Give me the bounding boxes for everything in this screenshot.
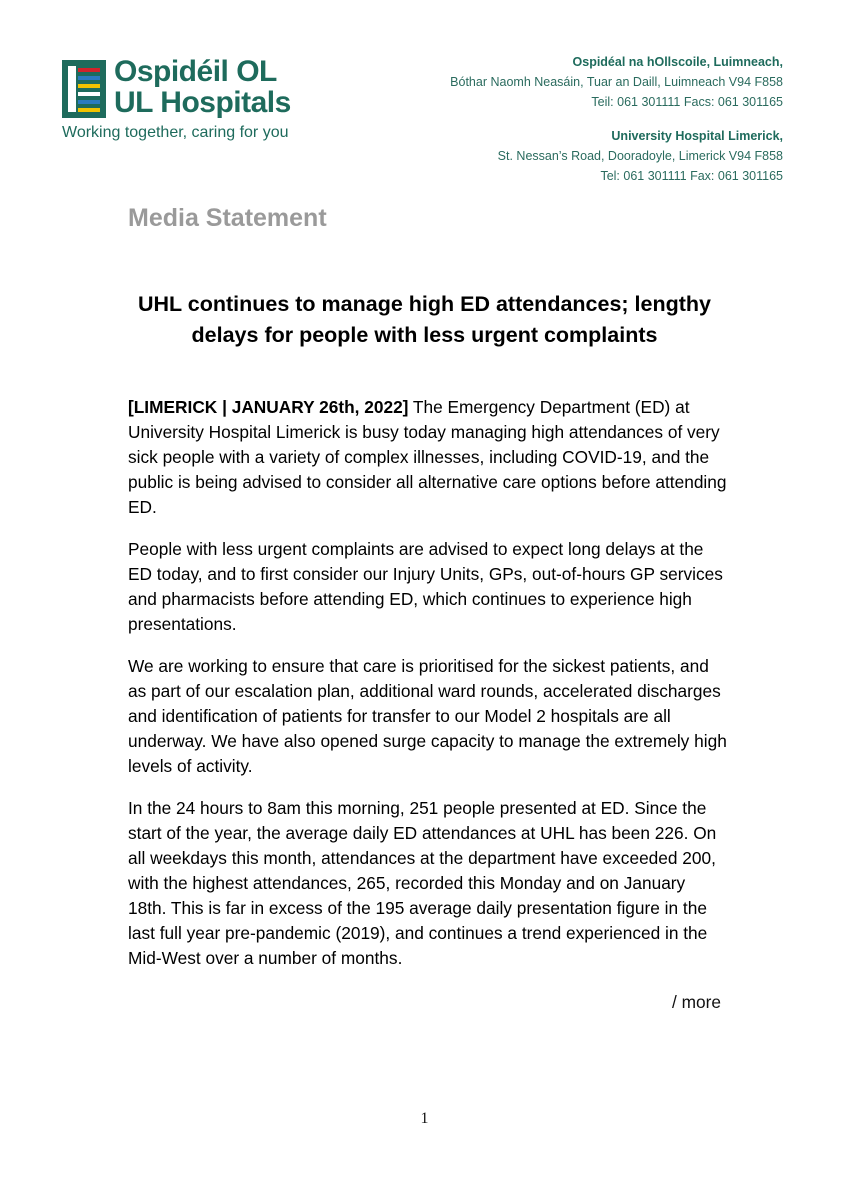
body-paragraph-3: We are working to ensure that care is prioritised for the sickest patients, and as part of our escalation plan, additional ward rounds, accelerated discharges and identification of patients for transfer to our Model 2 hospitals are all underway. We have also opened surge capacity to manage the extremely high levels of activity.: [128, 656, 727, 776]
logo-name-english: UL Hospitals: [114, 86, 291, 119]
ul-hospitals-logo: [62, 56, 322, 146]
body-paragraph-1: [128, 395, 728, 520]
hospital-name-irish: Ospidéal na hOllscoile, Luimneach,: [572, 55, 783, 69]
street-address-english: St. Nessan’s Road, Dooradoyle, Limerick V94 F858: [497, 149, 783, 163]
ul-hospitals-emblem-icon: [62, 60, 106, 118]
paragraph-1-text: The Emergency Department (ED) at University Hospital Limerick is busy today managing high attendances of very sick people with a variety of complex illnesses, including COVID-19, and the public is being advised to consider all alternative care options before attending ED.: [128, 397, 727, 517]
address-block-english: [498, 126, 783, 186]
continuation-marker: / more: [672, 992, 721, 1012]
body-paragraph-4: In the 24 hours to 8am this morning, 251 people presented at ED. Since the start of the year, the average daily ED attendances at UHL has been 226. On all weekdays this month, attendances at the department have exceeded 200, with the highest attendances, 265, recorded this Monday and on January 18th. This is far in excess of the 195 average daily presentation figure in the last full year pre-pandemic (2019), and continues a trend experienced in the Mid-West over a number of months.: [128, 798, 717, 968]
dateline: [LIMERICK | JANUARY 26th, 2022]: [128, 397, 409, 417]
document-label: Media Statement: [128, 204, 327, 232]
hospital-name-english: University Hospital Limerick,: [611, 129, 783, 143]
street-address-irish: Bóthar Naomh Neasáin, Tuar an Daill, Luimneach V94 F858: [450, 75, 783, 89]
page-number: 1: [420, 1110, 429, 1127]
body-paragraph-2: People with less urgent complaints are advised to expect long delays at the ED today, and to first consider our Injury Units, GPs, out-of-hours GP services and pharmacists before attending ED, which continues to experience high presentations.: [128, 539, 723, 634]
phone-fax-english: Tel: 061 301111 Fax: 061 301165: [600, 169, 783, 183]
phone-fax-irish: Teil: 061 301111 Facs: 061 301165: [591, 95, 783, 109]
headline: UHL continues to manage high ED attendances; lengthy delays for people with less urgent complaints: [137, 292, 711, 347]
address-block-irish: [450, 52, 783, 112]
logo-name-irish: Ospidéil OL: [114, 55, 277, 88]
logo-tagline: Working together, caring for you: [62, 124, 289, 141]
